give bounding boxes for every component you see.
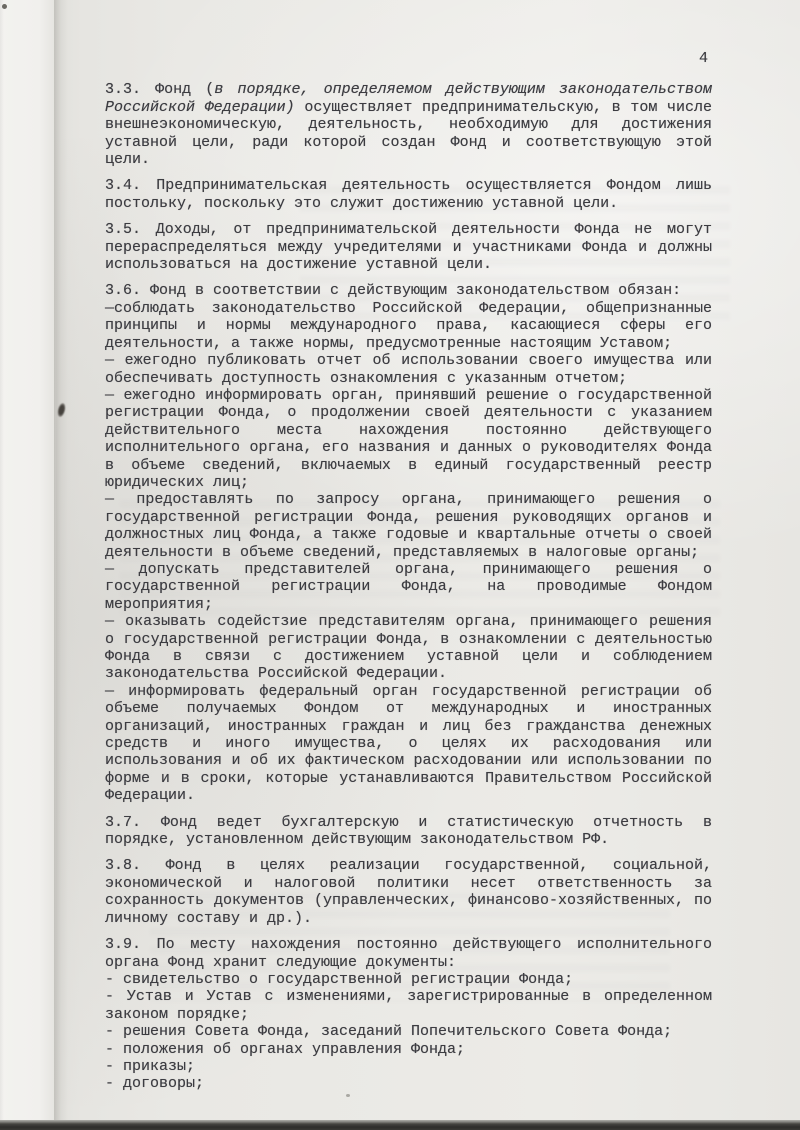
text-segment: - свидетельство о государственной регистрации Фонда; bbox=[105, 970, 574, 988]
italic-text-segment: в порядке, определяемом действующим законодательством Российской Федерации) bbox=[105, 81, 712, 116]
text-segment: 3.8. Фонд в целях реализации государственной, социальной, экономической и налоговой политики несет ответственность за сохранность документов (управленческих, финансово-хозяйственных, по личному составу и др.). bbox=[105, 857, 712, 927]
text-segment: - положения об органах управления Фонда; bbox=[105, 1040, 466, 1058]
obligation-item bbox=[105, 683, 712, 805]
paper-speck bbox=[2, 4, 7, 9]
text-segment: 3.9. По месту нахождения постоянно действующего исполнительного органа Фонд хранит следующие документы: bbox=[105, 936, 712, 971]
obligation-item bbox=[105, 300, 712, 352]
stored-document-item bbox=[105, 1041, 712, 1058]
obligation-item bbox=[105, 352, 712, 387]
para-3-3 bbox=[105, 81, 712, 168]
text-segment: — допускать представителей органа, принимающего решения о государственной регистрации Фонда, на проводимые Фондом мероприятия; bbox=[105, 560, 712, 613]
page-number: 4 bbox=[698, 50, 708, 67]
fold-shadow bbox=[54, 0, 80, 1121]
text-segment: 3.7. Фонд ведет бухгалтерскую и статистическую отчетность в порядке, установленном действующим законодательством РФ. bbox=[105, 813, 712, 849]
para-3-7 bbox=[105, 814, 712, 849]
text-segment: 3.4. Предпринимательская деятельность осуществляется Фондом лишь постольку, поскольку это служит достижению уставной цели. bbox=[105, 177, 712, 212]
text-segment: —соблюдать законодательство Российской Федерации, общепризнанные принципы и нормы международного права, касающиеся сферы его деятельности, а также нормы, предусмотренные настоящим Уставом; bbox=[105, 299, 712, 352]
text-segment: 3.6. Фонд в соответствии с действующим законодательством обязан: bbox=[105, 282, 682, 300]
obligation-item bbox=[105, 491, 712, 561]
para-3-9-intro bbox=[105, 936, 712, 971]
text-segment: — ежегодно публиковать отчет об использовании своего имущества или обеспечивать доступность ознакомления с указанным отчетом; bbox=[105, 352, 712, 387]
stored-document-item bbox=[105, 971, 712, 988]
document-content bbox=[105, 50, 712, 1093]
stored-document-item bbox=[105, 1058, 712, 1075]
text-segment: - Устав и Устав с изменениями, зарегистрированные в определенном законом порядке; bbox=[105, 988, 712, 1023]
para-3-4 bbox=[105, 177, 712, 212]
para-3-6-intro bbox=[105, 282, 712, 299]
stored-document-item bbox=[105, 988, 712, 1023]
para-3-8 bbox=[105, 857, 712, 927]
obligation-item bbox=[105, 613, 712, 683]
text-segment: — информировать федеральный орган государственной регистрации об объеме получаемых Фондом от международных и иностранных организаций, иностранных граждан и лиц без гражданства денежных средств и иного имущества, о целях их расходования или использования и об их фактическом расходовании или использовании по форме и в сроки, которые устанавливаются Правительством Российской Федерации. bbox=[105, 682, 712, 805]
text-segment: 3.3. Фонд ( bbox=[105, 81, 215, 99]
obligation-item bbox=[105, 387, 712, 491]
text-segment: 3.5. Доходы, от предпринимательской деятельности Фонда не могут перераспределяться между учредителями и участниками Фонда и должны использоваться на достижение уставной цели. bbox=[105, 221, 712, 274]
text-segment: - решения Совета Фонда, заседаний Попечительского Совета Фонда; bbox=[105, 1023, 673, 1041]
stored-document-item bbox=[105, 1023, 712, 1040]
page-edge-strip bbox=[0, 0, 56, 1121]
text-segment: - приказы; bbox=[105, 1057, 196, 1075]
paper-speck bbox=[346, 1094, 350, 1097]
obligation-item bbox=[105, 561, 712, 613]
text-segment: - договоры; bbox=[105, 1075, 205, 1093]
para-3-5 bbox=[105, 221, 712, 273]
scan-bottom-edge bbox=[0, 1120, 800, 1130]
stored-document-item bbox=[105, 1075, 712, 1092]
text-segment: — предоставлять по запросу органа, принимающего решения о государственной регистрации Фонда, решения руководящих органов и должностных лиц Фонда, а также годовые и квартальные отчеты о своей деятельности в объеме сведений, представляемых в налоговые органы; bbox=[105, 491, 712, 561]
text-segment: осуществляет предпринимательскую, в том числе внешнеэкономическую, деятельность, необходимую для достижения уставной цели, ради которой создан Фонд и соответствующую этой цели. bbox=[105, 98, 712, 169]
text-segment: — оказывать содейстзие представителям органа, принимающего решения о государственной регистрации Фонда, в ознакомлении с деятельностью Фонда в связи с достижением уставной цели и соблюдением законодательства Российской Федерации. bbox=[105, 613, 712, 683]
text-segment: — ежегодно информировать орган, принявший решение о государственной регистрации Фонда, о продолжении своей деятельности с указанием действительного места нахождения постоянно действующего исполнительного органа, его названия и данных о руководителях Фонда в объеме сведений, включаемых в единый государственный реестр юридических лиц; bbox=[105, 386, 712, 491]
document-body bbox=[105, 81, 712, 1092]
